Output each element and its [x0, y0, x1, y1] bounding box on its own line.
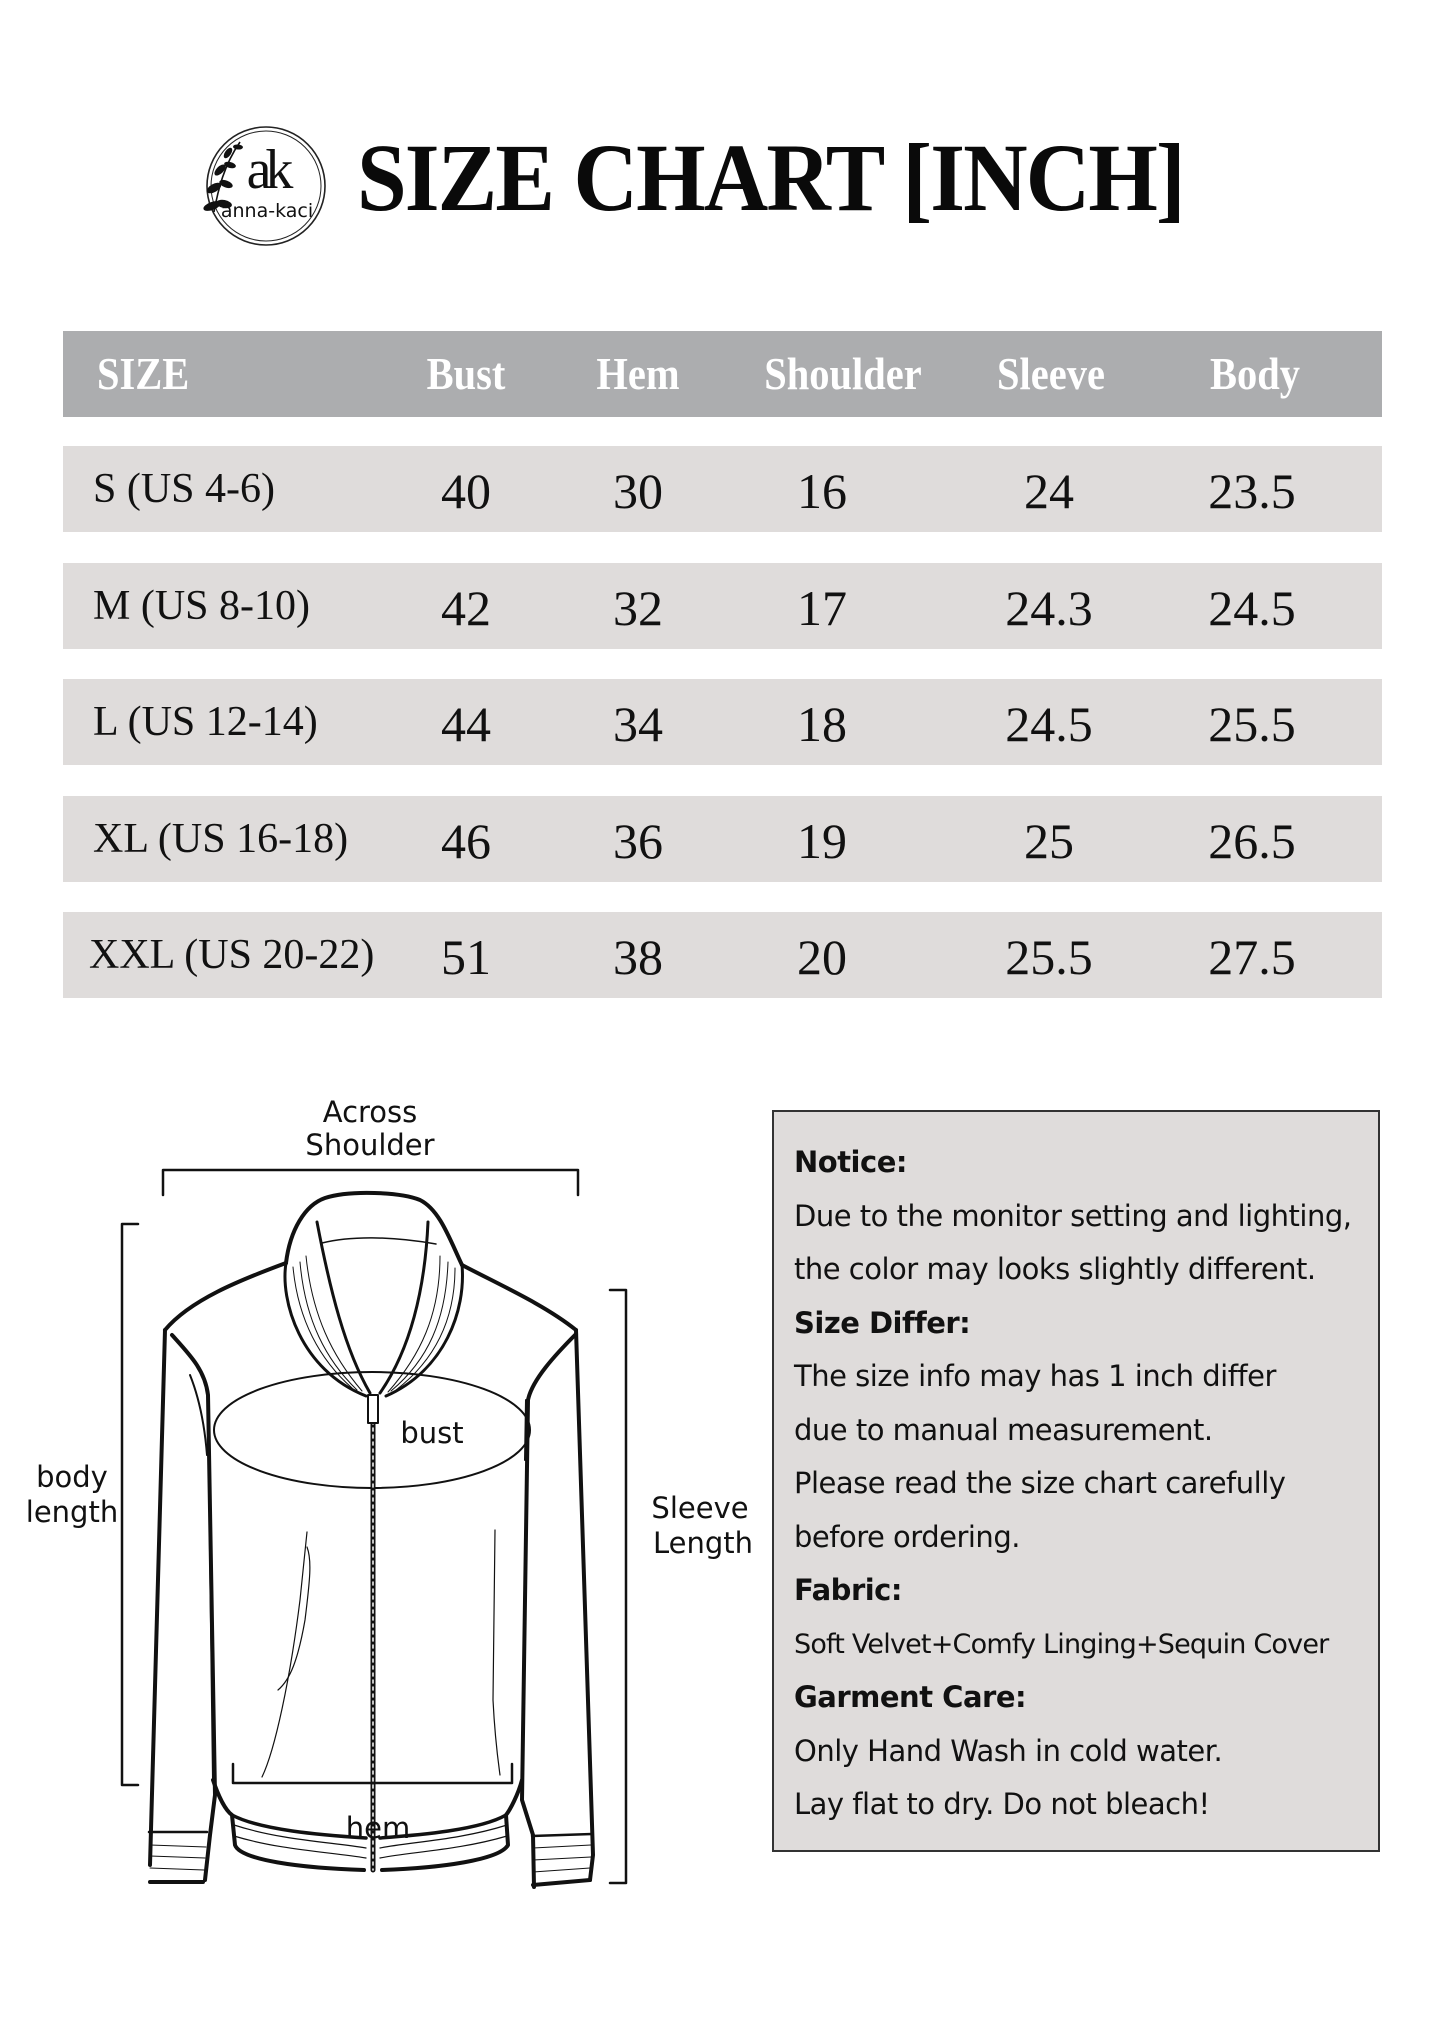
table-row	[63, 563, 1382, 649]
cell-shoulder: 19	[797, 813, 847, 869]
cell-shoulder: 16	[797, 463, 847, 519]
cell-body: 23.5	[1208, 463, 1296, 519]
label-across: Across	[322, 1095, 418, 1129]
notice-heading: Notice:	[794, 1145, 907, 1179]
label-shoulder: Shoulder	[305, 1128, 435, 1162]
cell-hem: 32	[613, 580, 663, 636]
cell-size: S (US 4-6)	[93, 466, 276, 512]
jacket-sketch-icon	[0, 1080, 770, 1960]
size-differ-text: The size info may has 1 inch differ	[794, 1359, 1276, 1393]
table-row	[63, 679, 1382, 765]
cell-size: L (US 12-14)	[93, 699, 318, 745]
column-header-size: SIZE	[97, 348, 190, 399]
cell-hem: 34	[613, 696, 663, 752]
measurement-diagram	[0, 1080, 770, 1960]
notice-text: the color may looks slightly different.	[794, 1252, 1316, 1286]
brand-logo	[200, 120, 330, 250]
label-length: length	[25, 1495, 119, 1529]
cell-bust: 46	[441, 813, 491, 869]
logo-wordmark: anna-kaci	[220, 200, 314, 222]
table-row	[63, 912, 1382, 998]
column-header-body: Body	[1210, 348, 1300, 399]
cell-body: 27.5	[1208, 929, 1296, 985]
label-bust: bust	[400, 1416, 464, 1450]
cell-size: M (US 8-10)	[93, 583, 310, 629]
cell-sleeve: 25.5	[1005, 929, 1093, 985]
cell-bust: 51	[441, 929, 491, 985]
table-row	[63, 796, 1382, 882]
cell-bust: 40	[441, 463, 491, 519]
column-header-sleeve: Sleeve	[997, 348, 1105, 399]
cell-body: 26.5	[1208, 813, 1296, 869]
size-differ-text: Please read the size chart carefully	[794, 1466, 1286, 1500]
label-sleeve-length: Length	[652, 1526, 754, 1560]
cell-shoulder: 18	[797, 696, 847, 752]
table-row	[63, 446, 1382, 532]
cell-size: XXL (US 20-22)	[89, 932, 375, 978]
care-text: Only Hand Wash in cold water.	[794, 1733, 1223, 1768]
notice-box	[772, 1110, 1380, 1852]
column-header-shoulder: Shoulder	[764, 348, 922, 399]
column-header-hem: Hem	[596, 348, 680, 399]
cell-shoulder: 20	[797, 929, 847, 985]
cell-sleeve: 24	[1024, 463, 1074, 519]
logo-monogram: ak	[246, 139, 288, 201]
fabric-heading: Fabric:	[794, 1573, 902, 1607]
fabric-text: Soft Velvet+Comfy Linging+Sequin Cover	[794, 1628, 1329, 1660]
cell-bust: 44	[441, 696, 491, 752]
size-table-header	[63, 331, 1382, 417]
label-body: body	[36, 1460, 108, 1494]
cell-hem: 38	[613, 929, 663, 985]
cell-bust: 42	[441, 580, 491, 636]
cell-hem: 36	[613, 813, 663, 869]
column-header-bust: Bust	[426, 348, 506, 399]
cell-body: 25.5	[1208, 696, 1296, 752]
cell-shoulder: 17	[797, 580, 847, 636]
label-hem: hem	[345, 1811, 411, 1845]
care-heading: Garment Care:	[794, 1680, 1027, 1714]
page-title: SIZE CHART [INCH]	[357, 124, 1184, 231]
cell-hem: 30	[613, 463, 663, 519]
size-differ-heading: Size Differ:	[794, 1305, 971, 1340]
cell-sleeve: 24.3	[1005, 580, 1093, 636]
cell-body: 24.5	[1208, 580, 1296, 636]
cell-size: XL (US 16-18)	[93, 816, 349, 862]
size-differ-text: before ordering.	[794, 1519, 1020, 1554]
label-sleeve: Sleeve	[651, 1491, 749, 1525]
notice-text: Due to the monitor setting and lighting,	[794, 1198, 1352, 1233]
cell-sleeve: 24.5	[1005, 696, 1093, 752]
size-differ-text: due to manual measurement.	[794, 1412, 1213, 1447]
care-text: Lay flat to dry. Do not bleach!	[794, 1787, 1210, 1821]
cell-sleeve: 25	[1024, 813, 1074, 869]
